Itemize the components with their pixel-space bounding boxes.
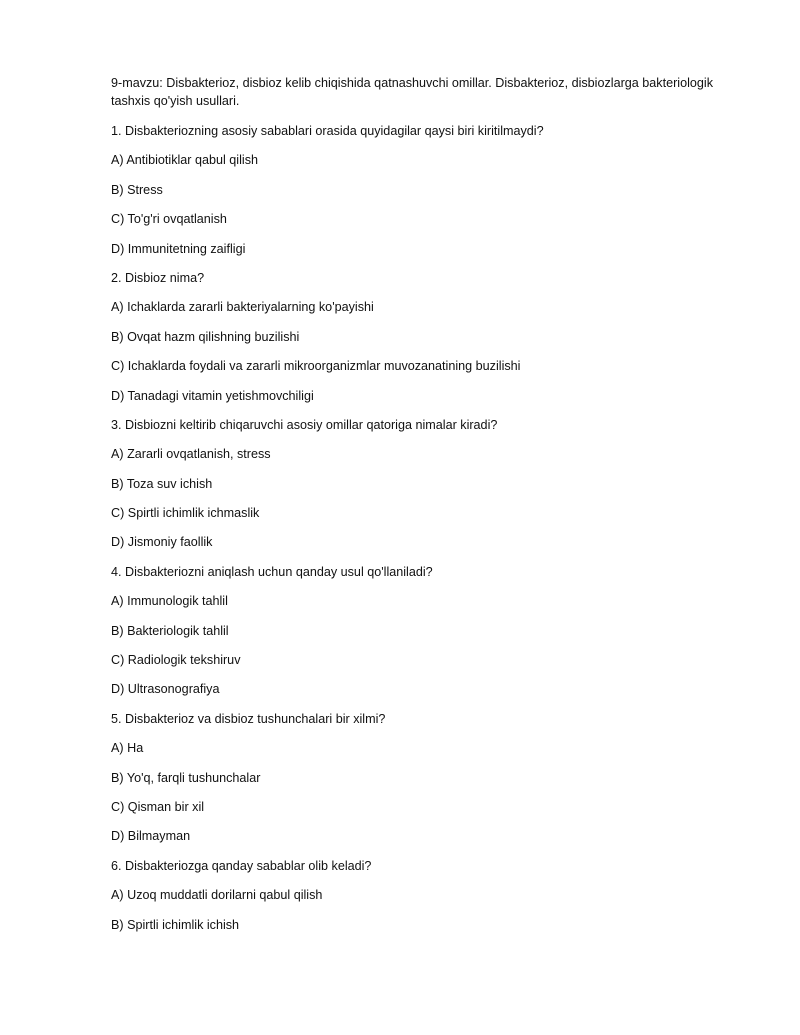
question-5-option-d: D) Bilmayman — [111, 829, 191, 844]
question-5: 5. Disbakterioz va disbioz tushunchalari bir xilmi? — [111, 711, 386, 726]
question-1-option-d: D) Immunitetning zaifligi — [111, 241, 246, 256]
question-4-option-d: D) Ultrasonografiya — [111, 682, 220, 697]
question-1-option-c: C) To'g'ri ovqatlanish — [111, 212, 227, 227]
question-5-option-a: A) Ha — [111, 741, 144, 756]
question-3-option-c: C) Spirtli ichimlik ichmaslik — [111, 506, 260, 521]
question-3-option-b: B) Toza suv ichish — [111, 476, 213, 491]
question-1: 1. Disbakteriozning asosiy sabablari orasida quyidagilar qaysi biri kiritilmaydi? — [111, 124, 544, 138]
question-list — [111, 122, 751, 945]
question-1-option-a: A) Antibiotiklar qabul qilish — [111, 153, 259, 168]
question-4-option-a: A) Immunologik tahlil — [111, 594, 228, 609]
question-3: 3. Disbiozni keltirib chiqaruvchi asosiy omillar qatoriga nimalar kiradi? — [111, 417, 498, 432]
question-5-option-c: C) Qisman bir xil — [111, 799, 205, 814]
question-6-option-a: A) Uzoq muddatli dorilarni qabul qilish — [111, 888, 323, 903]
question-2-option-b: B) Ovqat hazm qilishning buzilishi — [111, 329, 300, 344]
question-3-option-d: D) Jismoniy faollik — [111, 535, 213, 550]
document-title: 9-mavzu: Disbakterioz, disbioz kelib chiqishida qatnashuvchi omillar. Disbakterioz, disbiozlarga bakteriologik tashxis qo'yish usullari. — [111, 76, 713, 108]
question-4: 4. Disbakteriozni aniqlash uchun qanday usul qo'llaniladi? — [111, 564, 433, 579]
question-5-option-b: B) Yo'q, farqli tushunchalar — [111, 770, 261, 785]
question-2-option-d: D) Tanadagi vitamin yetishmovchiligi — [111, 388, 314, 403]
question-3-option-a: A) Zararli ovqatlanish, stress — [111, 447, 271, 462]
question-4-option-b: B) Bakteriologik tahlil — [111, 623, 229, 638]
document-content — [111, 74, 751, 945]
question-4-option-c: C) Radiologik tekshiruv — [111, 653, 241, 668]
question-6: 6. Disbakteriozga qanday sabablar olib keladi? — [111, 858, 372, 873]
question-6-option-b: B) Spirtli ichimlik ichish — [111, 917, 240, 932]
question-2-option-a: A) Ichaklarda zararli bakteriyalarning ko'payishi — [111, 300, 374, 315]
question-2: 2. Disbioz nima? — [111, 270, 205, 285]
question-1-option-b: B) Stress — [111, 182, 163, 197]
question-2-option-c: C) Ichaklarda foydali va zararli mikroorganizmlar muvozanatining buzilishi — [111, 359, 521, 374]
